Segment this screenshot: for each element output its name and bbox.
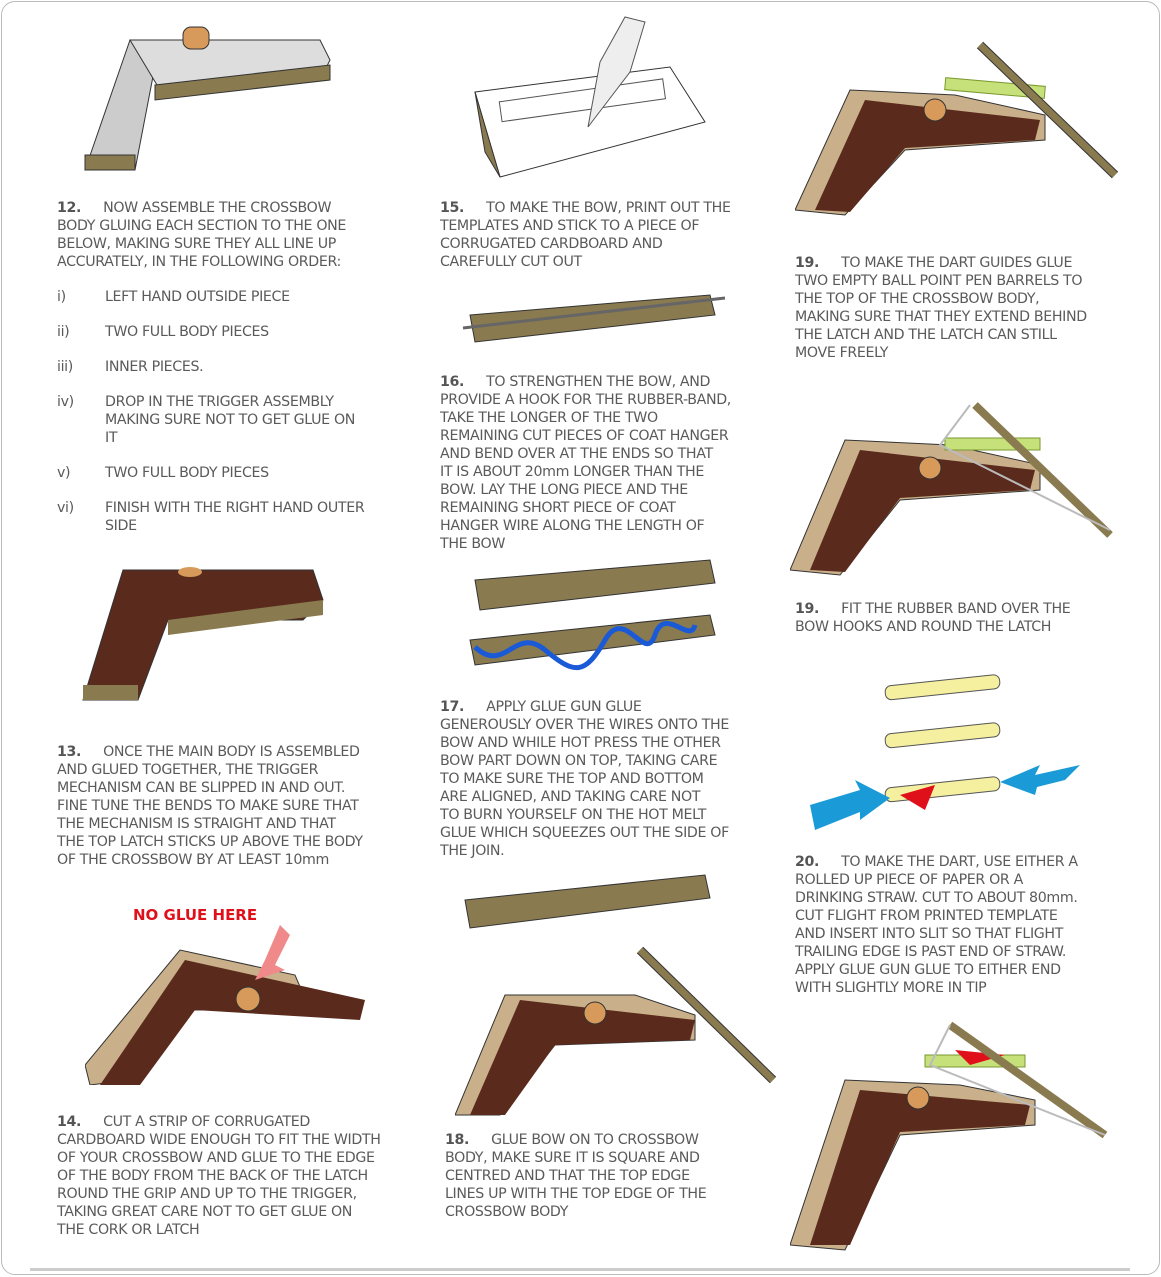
list-numeral: ii) <box>57 324 70 340</box>
step-number: 14. <box>57 1114 82 1130</box>
step-number: 16. <box>440 374 465 390</box>
illustration-bow-rubber-band <box>790 400 1120 580</box>
illustration-bow-hooked <box>795 40 1125 220</box>
list-numeral: v) <box>57 465 71 481</box>
no-glue-warning: NO GLUE HERE <box>133 906 258 924</box>
illustration-bow-on-body <box>455 945 780 1120</box>
illustration-body-edge-strip <box>85 925 370 1085</box>
step-14 <box>57 1113 381 1239</box>
step-20 <box>795 853 1078 997</box>
step-13 <box>57 743 363 869</box>
step-19-dart-guides <box>795 254 1087 362</box>
step-number: 18. <box>445 1132 470 1148</box>
illustration-single-bow <box>450 870 725 930</box>
illustration-dart-parts <box>805 670 1085 835</box>
list-text: INNER PIECES. <box>105 359 204 375</box>
step-text: TO STRENGTHEN THE BOW, AND PROVIDE A HOOK FOR THE RUBBER-BAND, TAKE THE LONGER OF THE TWO REMAINING CUT PIECES OF COAT HANGER AND BEND OVER AT THE ENDS SO THAT IT IS ABOUT 20mm LONGER THAN THE BOW. LAY THE LONG PIECE AND THE REMAINING SHORT PIECE OF COAT HANGER WIRE ALONG THE LENGTH OF THE BOW <box>440 374 731 552</box>
list-text: DROP IN THE TRIGGER ASSEMBLY MAKING SURE NOT TO GET GLUE ON IT <box>105 394 356 446</box>
step-text: TO MAKE THE DART, USE EITHER A ROLLED UP PIECE OF PAPER OR A DRINKING STRAW. CUT TO ABOUT 80mm. CUT FLIGHT FROM PRINTED TEMPLATE AND INSERT INTO SLIT SO THAT FLIGHT TRAILING EDGE IS PAST END OF STRAW. APPLY GLUE GUN GLUE TO EITHER END WITH SLIGHTLY MORE IN TIP <box>795 854 1078 996</box>
list-numeral: iv) <box>57 394 74 410</box>
step-text: APPLY GLUE GUN GLUE GENEROUSLY OVER THE WIRES ONTO THE BOW AND WHILE HOT PRESS THE OTHER BOW PART DOWN ON TOP, TAKING CARE TO MAKE SURE THE TOP AND BOTTOM ARE ALIGNED, AND TAKING CARE NOT TO BURN YOURSELF ON THE HOT MELT GLUE WHICH SQUEEZES OUT THE SIDE OF THE JOIN. <box>440 699 729 859</box>
list-numeral: vi) <box>57 500 74 516</box>
list-text: LEFT HAND OUTSIDE PIECE <box>105 289 290 305</box>
illustration-bow-glued <box>455 555 735 680</box>
step-text: ONCE THE MAIN BODY IS ASSEMBLED AND GLUED TOGETHER, THE TRIGGER MECHANISM CAN BE SLIPPED IN AND OUT. FINE TUNE THE BENDS TO MAKE SURE THAT THE MECHANISM IS STRAIGHT AND THAT THE TOP LATCH STICKS UP ABOVE THE BODY OF THE CROSSBOW BY AT LEAST 10mm <box>57 744 363 868</box>
step-15 <box>440 199 731 271</box>
step-18 <box>445 1131 706 1221</box>
step-12 <box>57 199 346 271</box>
step-text: GLUE BOW ON TO CROSSBOW BODY, MAKE SURE IT IS SQUARE AND CENTRED AND THAT THE TOP EDGE LINES UP WITH THE TOP EDGE OF THE CROSSBOW BODY <box>445 1132 707 1220</box>
step-16 <box>440 373 731 553</box>
list-text: TWO FULL BODY PIECES <box>105 324 269 340</box>
step-number: 19. <box>795 601 820 617</box>
illustration-loaded-crossbow <box>790 1020 1110 1255</box>
step-text: TO MAKE THE DART GUIDES GLUE TWO EMPTY BALL POINT PEN BARRELS TO THE TOP OF THE CROSSBOW BODY, MAKING SURE THAT THEY EXTEND BEHIND THE LATCH AND THE LATCH CAN STILL MOVE FREELY <box>795 255 1087 361</box>
step-number: 17. <box>440 699 465 715</box>
illustration-laminated-body <box>78 560 328 705</box>
divider <box>30 1268 1130 1271</box>
list-numeral: iii) <box>57 359 73 375</box>
list-text: FINISH WITH THE RIGHT HAND OUTER SIDE <box>105 500 365 534</box>
step-number: 20. <box>795 854 820 870</box>
step-text: TO MAKE THE BOW, PRINT OUT THE TEMPLATES AND STICK TO A PIECE OF CORRUGATED CARDBOARD AND CAREFULLY CUT OUT <box>440 200 731 270</box>
step-number: 19. <box>795 255 820 271</box>
step-17 <box>440 698 729 860</box>
step-text: NOW ASSEMBLE THE CROSSBOW BODY GLUING EACH SECTION TO THE ONE BELOW, MAKING SURE THEY ALL LINE UP ACCURATELY, IN THE FOLLOWING ORDER: <box>57 200 347 270</box>
illustration-bow-wire <box>455 290 735 350</box>
step-text: CUT A STRIP OF CORRUGATED CARDBOARD WIDE ENOUGH TO FIT THE WIDTH OF YOUR CROSSBOW AND GLUE TO THE EDGE OF THE BODY FROM THE BACK OF THE LATCH ROUND THE GRIP AND UP TO THE TRIGGER, TAKING GREAT CARE NOT TO GET GLUE ON THE CORK OR LATCH <box>57 1114 381 1238</box>
list-text: TWO FULL BODY PIECES <box>105 465 269 481</box>
illustration-template-knife <box>470 12 710 182</box>
step-number: 12. <box>57 200 82 216</box>
step-19-rubber-band <box>795 600 1070 636</box>
list-numeral: i) <box>57 289 66 305</box>
illustration-stacked-body <box>80 20 340 180</box>
step-text: FIT THE RUBBER BAND OVER THE BOW HOOKS AND ROUND THE LATCH <box>795 601 1071 635</box>
step-number: 15. <box>440 200 465 216</box>
step-number: 13. <box>57 744 82 760</box>
